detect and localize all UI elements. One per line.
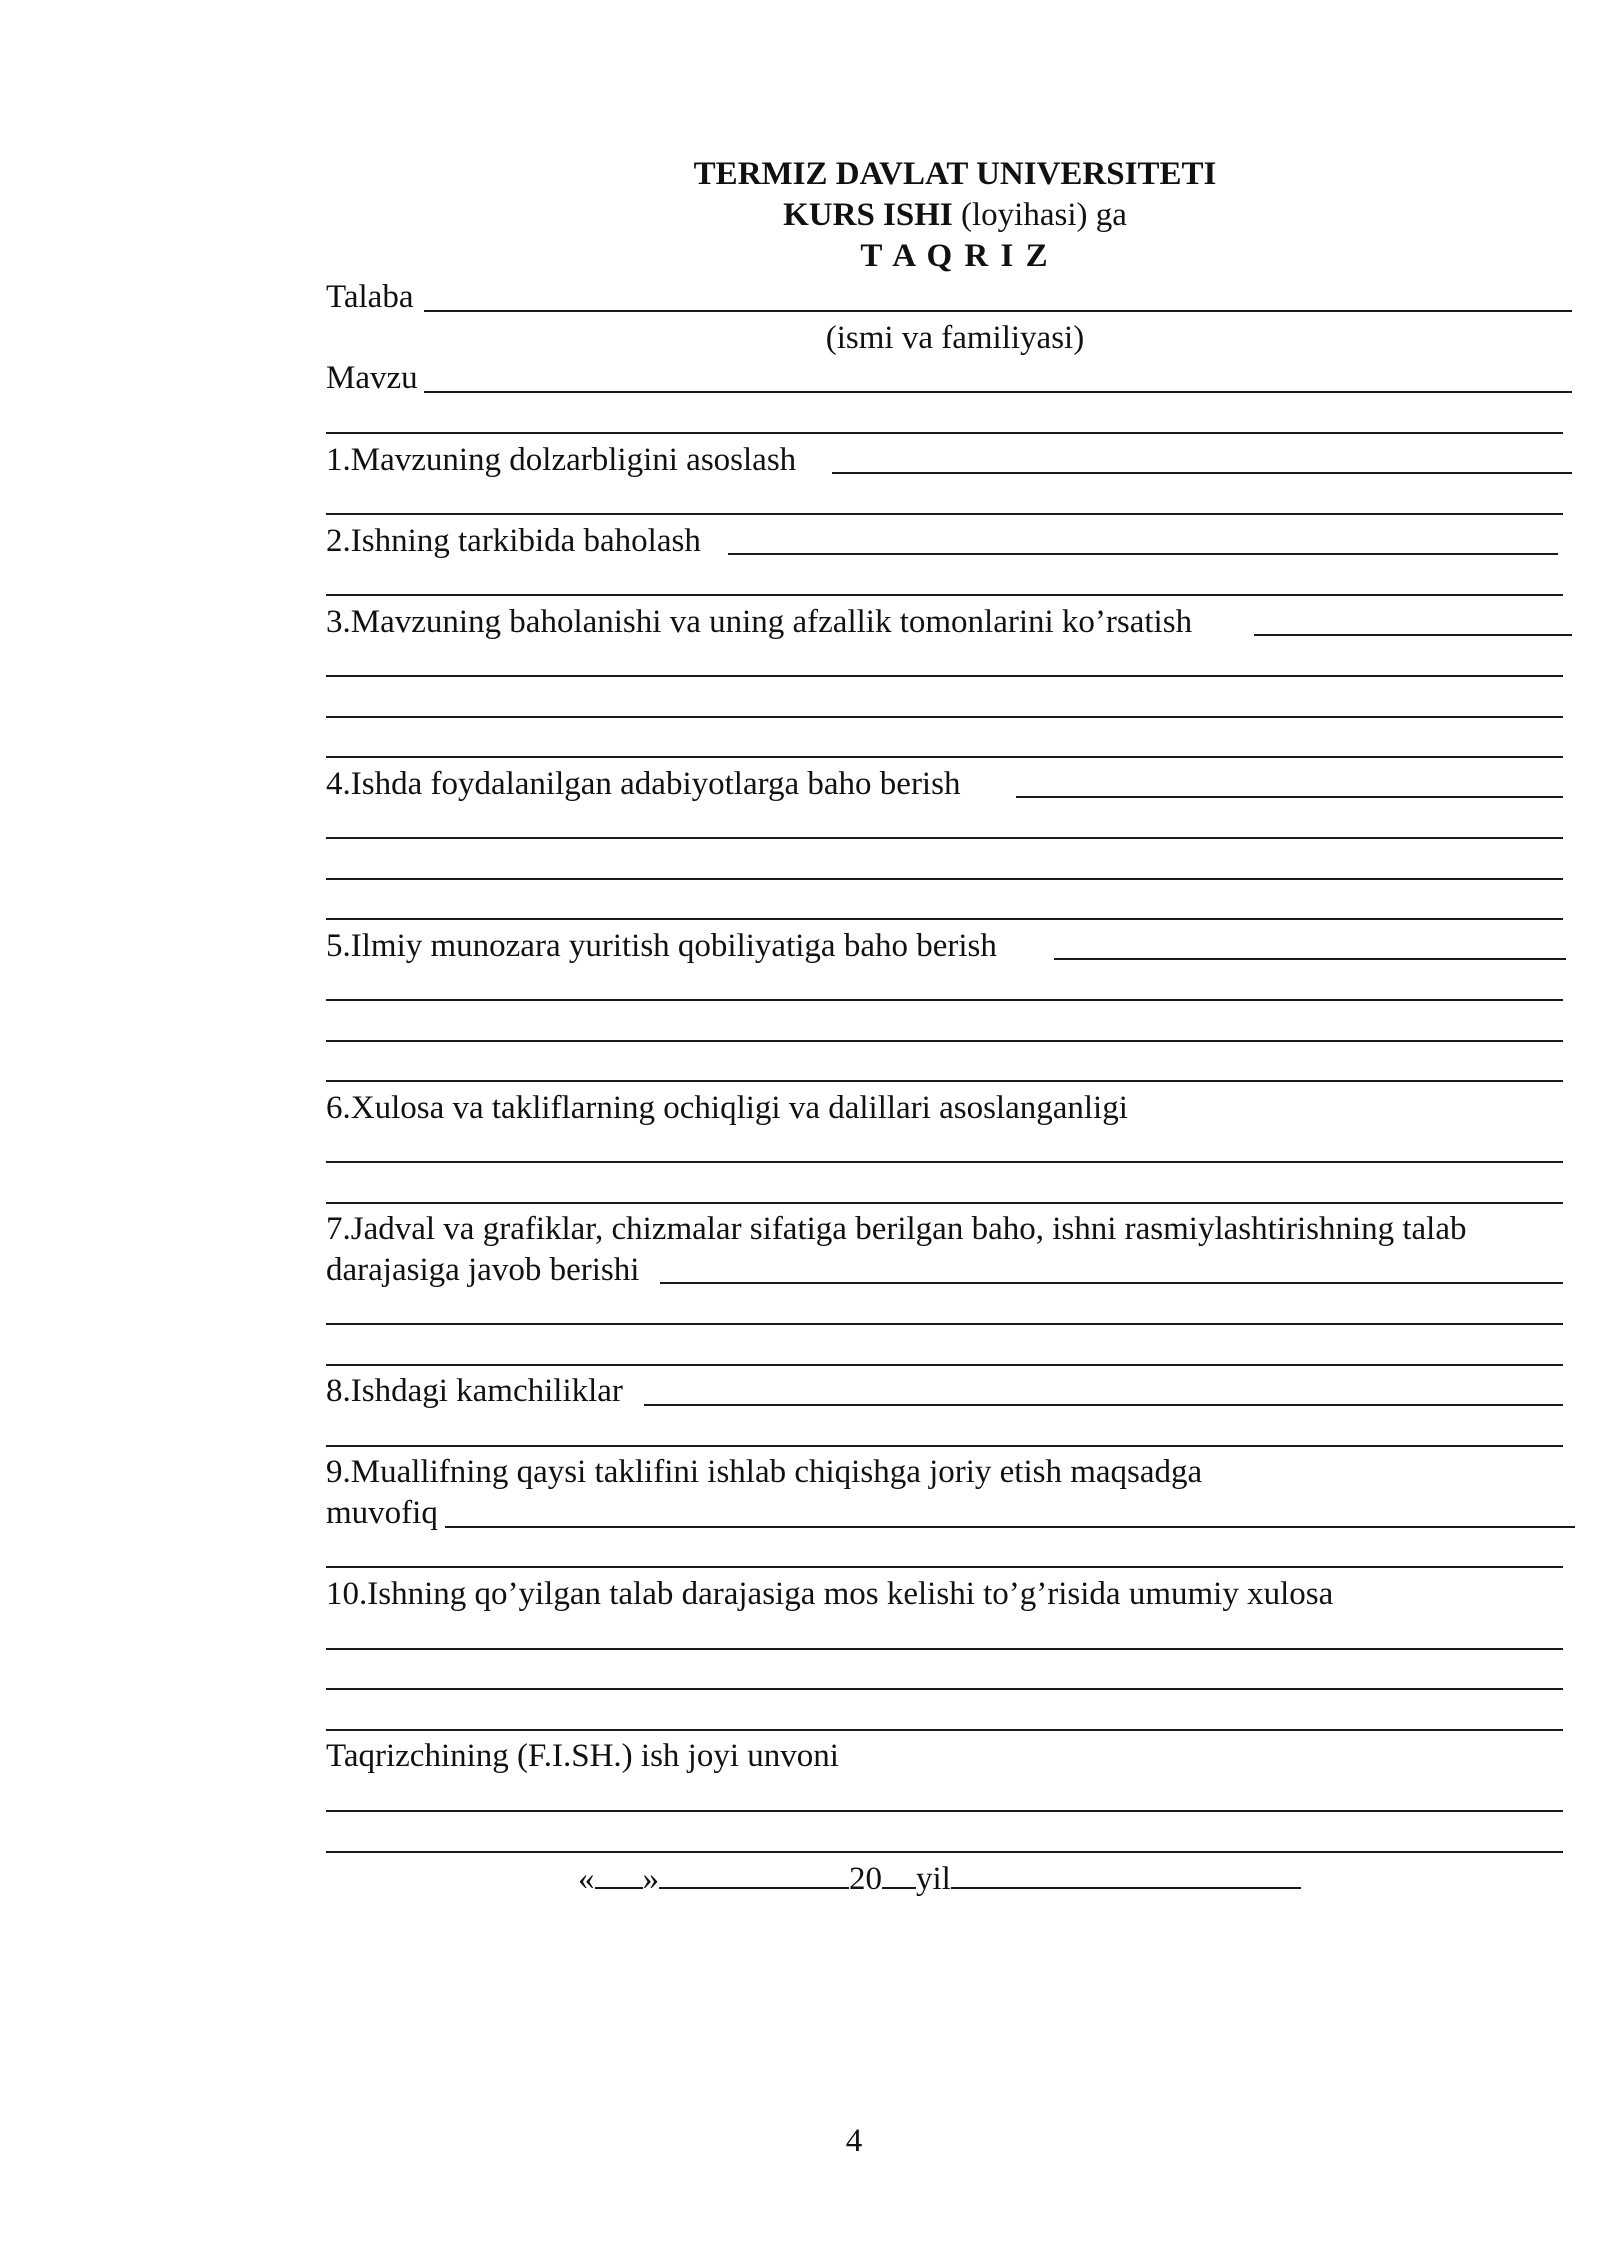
item-9-line[interactable] (445, 1526, 1575, 1528)
item-3-line-4[interactable] (326, 756, 1563, 758)
page-number: 4 (845, 2123, 863, 2159)
item-4-label: 4.Ishda foydalanilgan adabiyotlarga baho berish (326, 766, 961, 802)
item-1-label: 1.Mavzuning dolzarbligini asoslash (326, 442, 797, 478)
item-7-line-3[interactable] (326, 1364, 1563, 1366)
signature-blank[interactable] (951, 1857, 1301, 1889)
item-7-line-2[interactable] (326, 1323, 1563, 1325)
item-1-line[interactable] (832, 472, 1572, 474)
date-close-quote: » (642, 1861, 659, 1897)
reviewer-label: Taqrizchining (F.I.SH.) ish joyi unvoni (326, 1738, 839, 1774)
date-open-quote: « (578, 1861, 595, 1897)
month-blank[interactable] (659, 1857, 849, 1889)
year-blank[interactable] (882, 1857, 916, 1889)
item-7-label: 7.Jadval va grafiklar, chizmalar sifatiga berilgan baho, ishni rasmiylashtirishning talab (326, 1211, 1467, 1247)
item-5-label: 5.Ilmiy munozara yuritish qobiliyatiga baho berish (326, 928, 997, 964)
day-blank[interactable] (595, 1857, 643, 1889)
kurs-ishi-rest: (loyihasi) ga (952, 197, 1127, 233)
item-6-label: 6.Xulosa va takliflarning ochiqligi va dalillari asoslanganligi (326, 1090, 1128, 1126)
item-9-line-2[interactable] (326, 1566, 1563, 1568)
item-5-line-3[interactable] (326, 1040, 1563, 1042)
mavzu-line[interactable] (424, 391, 1572, 393)
reviewer-line-2[interactable] (326, 1851, 1563, 1853)
item-4-line[interactable] (1016, 796, 1563, 798)
year-prefix: 20 (849, 1861, 882, 1897)
item-4-line-4[interactable] (326, 918, 1563, 920)
talaba-line[interactable] (424, 310, 1572, 312)
talaba-hint: (ismi va familiyasi) (825, 320, 1085, 356)
item-8-line-2[interactable] (326, 1445, 1563, 1447)
date-line (578, 1857, 1301, 1899)
item-9-label: 9.Muallifning qaysi taklifini ishlab chiqishga joriy etish maqsadga (326, 1454, 1203, 1490)
item-8-label: 8.Ishdagi kamchiliklar (326, 1373, 623, 1409)
item-5-line[interactable] (1054, 958, 1566, 960)
document-title: T A Q R I Z (860, 238, 1050, 274)
item-6-line-2[interactable] (326, 1202, 1563, 1204)
item-2-label: 2.Ishning tarkibida baholash (326, 523, 701, 559)
mavzu-line-2[interactable] (326, 432, 1563, 434)
item-8-line[interactable] (644, 1404, 1563, 1406)
item-9-label-cont: muvofiq (326, 1495, 438, 1531)
item-7-label-cont: darajasiga javob berishi (326, 1252, 640, 1288)
item-3-line-2[interactable] (326, 675, 1563, 677)
item-4-line-3[interactable] (326, 878, 1563, 880)
year-suffix: yil (916, 1861, 951, 1897)
item-5-line-4[interactable] (326, 1080, 1563, 1082)
kurs-ishi-line (0, 195, 1600, 235)
item-6-line[interactable] (326, 1161, 1563, 1163)
item-10-label: 10.Ishning qo’yilgan talab darajasiga mos kelishi to’g’risida umumiy xulosa (326, 1576, 1334, 1612)
item-10-line[interactable] (326, 1648, 1563, 1650)
item-1-line-2[interactable] (326, 513, 1563, 515)
item-5-line-2[interactable] (326, 999, 1563, 1001)
university-name: TERMIZ DAVLAT UNIVERSITETI (693, 156, 1217, 192)
item-3-line[interactable] (1254, 634, 1572, 636)
item-4-line-2[interactable] (326, 837, 1563, 839)
kurs-ishi-bold: KURS ISHI (783, 197, 953, 233)
item-10-line-3[interactable] (326, 1729, 1563, 1731)
mavzu-label: Mavzu (326, 360, 418, 396)
item-3-line-3[interactable] (326, 716, 1563, 718)
item-3-label: 3.Mavzuning baholanishi va uning afzallik tomonlarini ko’rsatish (326, 604, 1193, 640)
item-2-line-2[interactable] (326, 594, 1563, 596)
item-10-line-2[interactable] (326, 1688, 1563, 1690)
reviewer-line[interactable] (326, 1810, 1563, 1812)
talaba-label: Talaba (326, 279, 414, 315)
item-7-line[interactable] (660, 1282, 1563, 1284)
item-2-line[interactable] (728, 553, 1558, 555)
